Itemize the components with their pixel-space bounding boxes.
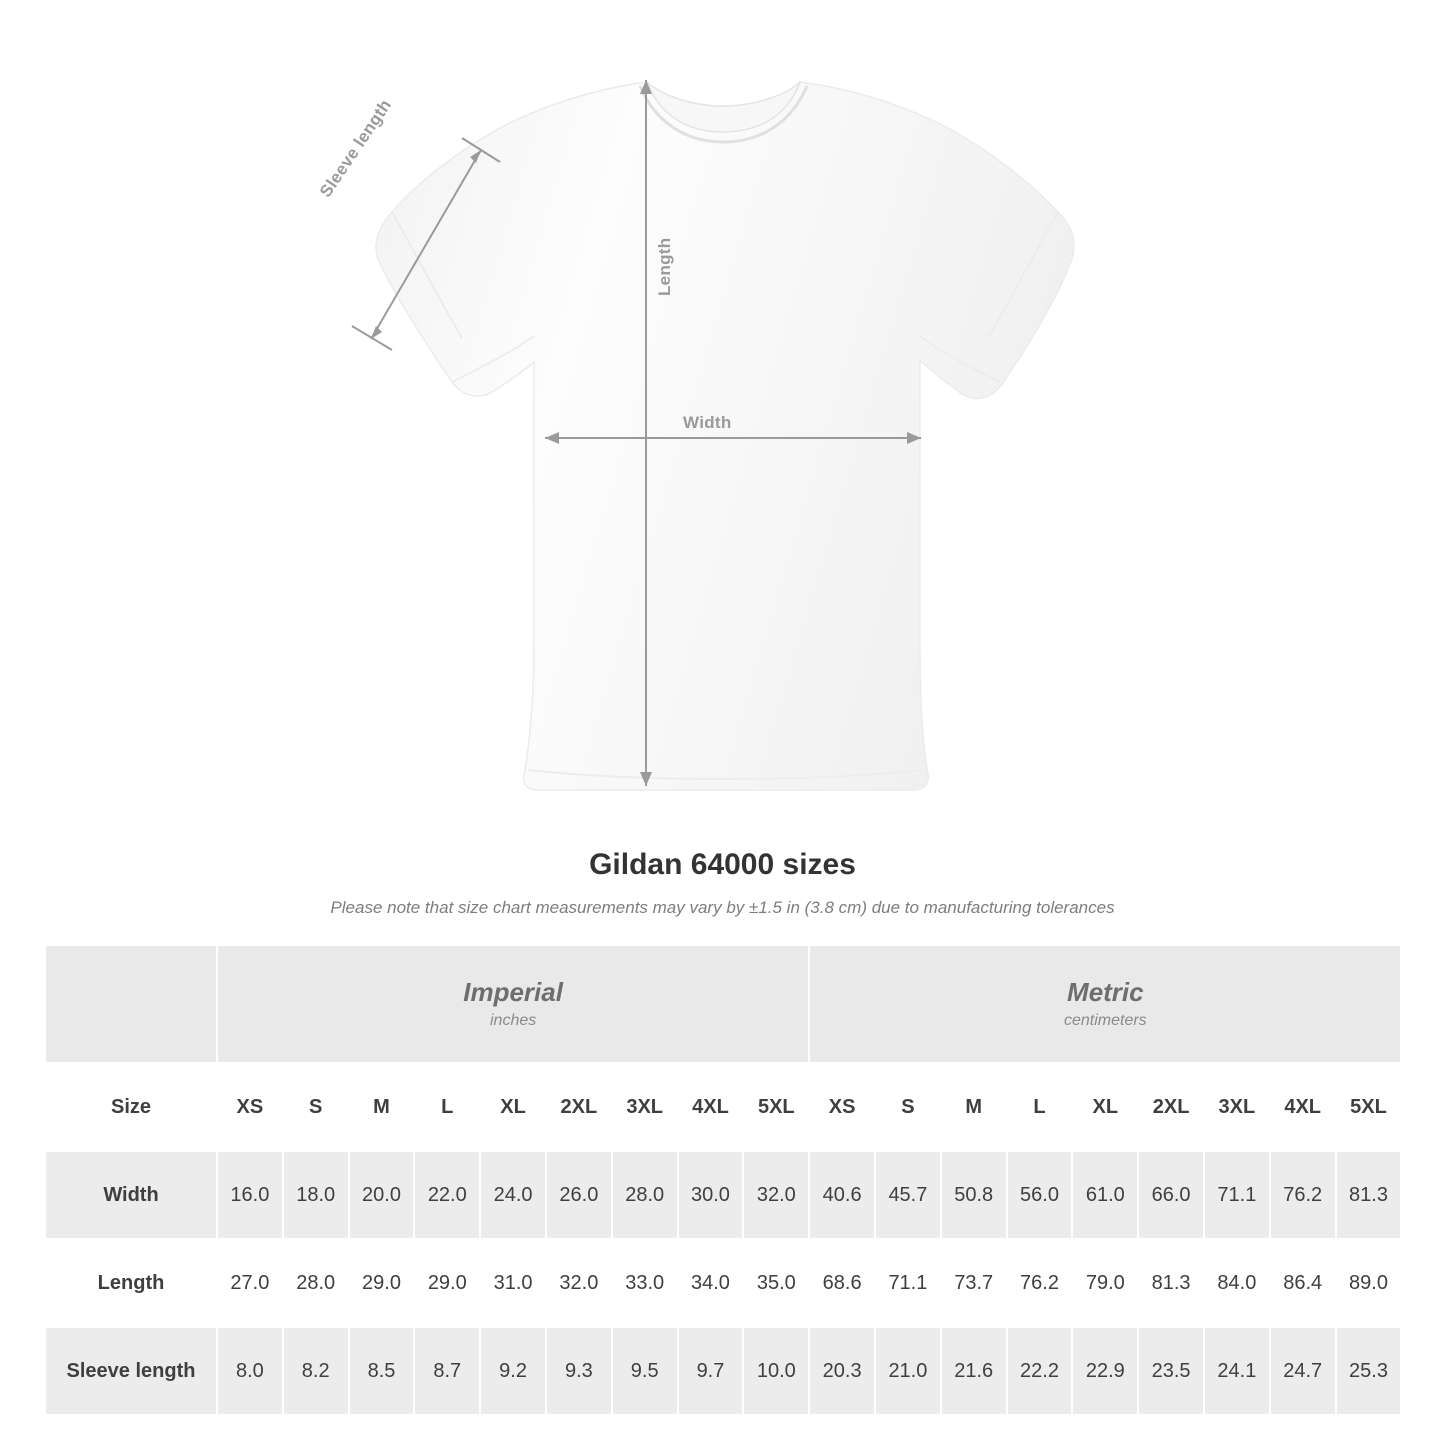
header-cell-m-imp: M (349, 1063, 415, 1151)
length-label: Length (655, 237, 674, 296)
tolerance-note: Please note that size chart measurements may vary by ±1.5 in (3.8 cm) due to manufacturing tolerances (330, 898, 1115, 917)
cell-width-3: 22.0 (414, 1151, 480, 1239)
header-cell-4xl-met: 4XL (1270, 1063, 1336, 1151)
cell-sleeve-15: 24.1 (1204, 1327, 1270, 1415)
row-label-width: Width (45, 1151, 217, 1239)
cell-width-17: 81.3 (1336, 1151, 1402, 1239)
cell-length-13: 79.0 (1072, 1239, 1138, 1327)
cell-sleeve-11: 21.6 (941, 1327, 1007, 1415)
cell-width-14: 66.0 (1138, 1151, 1204, 1239)
cell-width-4: 24.0 (480, 1151, 546, 1239)
cell-length-15: 84.0 (1204, 1239, 1270, 1327)
header-cell-5xl-met: 5XL (1336, 1063, 1402, 1151)
header-cell-xs-met: XS (809, 1063, 875, 1151)
header-cell-l-imp: L (414, 1063, 480, 1151)
cell-width-11: 50.8 (941, 1151, 1007, 1239)
cell-width-1: 18.0 (283, 1151, 349, 1239)
cell-length-2: 29.0 (349, 1239, 415, 1327)
cell-length-7: 34.0 (678, 1239, 744, 1327)
header-cell-s-met: S (875, 1063, 941, 1151)
header-cell-5xl-imp: 5XL (743, 1063, 809, 1151)
cell-width-13: 61.0 (1072, 1151, 1138, 1239)
size-table (44, 944, 1402, 1416)
cell-sleeve-13: 22.9 (1072, 1327, 1138, 1415)
cell-length-4: 31.0 (480, 1239, 546, 1327)
sleeve-length-label: Sleeve length (316, 95, 396, 201)
cell-sleeve-4: 9.2 (480, 1327, 546, 1415)
cell-sleeve-1: 8.2 (283, 1327, 349, 1415)
cell-length-5: 32.0 (546, 1239, 612, 1327)
cell-sleeve-8: 10.0 (743, 1327, 809, 1415)
cell-length-17: 89.0 (1336, 1239, 1402, 1327)
cell-length-14: 81.3 (1138, 1239, 1204, 1327)
row-label-sleeve-length: Sleeve length (45, 1327, 217, 1415)
cell-sleeve-12: 22.2 (1007, 1327, 1073, 1415)
cell-width-10: 45.7 (875, 1151, 941, 1239)
header-cell-3xl-imp: 3XL (612, 1063, 678, 1151)
cell-length-12: 76.2 (1007, 1239, 1073, 1327)
cell-length-10: 71.1 (875, 1239, 941, 1327)
header-cell-xl-met: XL (1072, 1063, 1138, 1151)
title-block (0, 848, 1445, 918)
cell-width-0: 16.0 (217, 1151, 283, 1239)
cell-sleeve-7: 9.7 (678, 1327, 744, 1415)
size-table-wrapper (44, 944, 1401, 1416)
unit-header-row (45, 945, 1401, 1063)
cell-width-2: 20.0 (349, 1151, 415, 1239)
unit-imperial-cell (217, 945, 809, 1063)
cell-width-8: 32.0 (743, 1151, 809, 1239)
cell-length-0: 27.0 (217, 1239, 283, 1327)
page-title: Gildan 64000 sizes (589, 848, 856, 881)
cell-sleeve-10: 21.0 (875, 1327, 941, 1415)
table-row (45, 1239, 1401, 1327)
header-cell-s-imp: S (283, 1063, 349, 1151)
unit-metric-cell (809, 945, 1401, 1063)
header-cell-4xl-imp: 4XL (678, 1063, 744, 1151)
table-header-row (45, 1063, 1401, 1151)
unit-imperial-name: Imperial (463, 976, 563, 1007)
header-cell-3xl-met: 3XL (1204, 1063, 1270, 1151)
cell-sleeve-6: 9.5 (612, 1327, 678, 1415)
cell-width-16: 76.2 (1270, 1151, 1336, 1239)
header-size-label: Size (45, 1063, 217, 1151)
cell-sleeve-3: 8.7 (414, 1327, 480, 1415)
unit-spacer-cell (45, 945, 217, 1063)
unit-metric-name: Metric (1067, 976, 1144, 1007)
cell-length-3: 29.0 (414, 1239, 480, 1327)
cell-sleeve-14: 23.5 (1138, 1327, 1204, 1415)
unit-imperial-sub: inches (489, 1012, 537, 1030)
cell-width-7: 30.0 (678, 1151, 744, 1239)
cell-sleeve-9: 20.3 (809, 1327, 875, 1415)
cell-sleeve-16: 24.7 (1270, 1327, 1336, 1415)
unit-metric-sub: centimeters (1063, 1012, 1147, 1030)
header-cell-2xl-imp: 2XL (546, 1063, 612, 1151)
cell-length-11: 73.7 (941, 1239, 1007, 1327)
row-label-length: Length (45, 1239, 217, 1327)
table-row (45, 1151, 1401, 1239)
cell-width-15: 71.1 (1204, 1151, 1270, 1239)
header-cell-xl-imp: XL (480, 1063, 546, 1151)
header-cell-m-met: M (941, 1063, 1007, 1151)
cell-sleeve-2: 8.5 (349, 1327, 415, 1415)
cell-length-9: 68.6 (809, 1239, 875, 1327)
cell-length-8: 35.0 (743, 1239, 809, 1327)
header-cell-2xl-met: 2XL (1138, 1063, 1204, 1151)
cell-length-1: 28.0 (283, 1239, 349, 1327)
cell-width-9: 40.6 (809, 1151, 875, 1239)
header-cell-xs-imp: XS (217, 1063, 283, 1151)
cell-sleeve-0: 8.0 (217, 1327, 283, 1415)
cell-width-5: 26.0 (546, 1151, 612, 1239)
cell-sleeve-5: 9.3 (546, 1327, 612, 1415)
cell-sleeve-17: 25.3 (1336, 1327, 1402, 1415)
cell-width-12: 56.0 (1007, 1151, 1073, 1239)
table-row (45, 1327, 1401, 1415)
cell-length-6: 33.0 (612, 1239, 678, 1327)
cell-width-6: 28.0 (612, 1151, 678, 1239)
width-label: Width (683, 413, 732, 432)
header-cell-l-met: L (1007, 1063, 1073, 1151)
cell-length-16: 86.4 (1270, 1239, 1336, 1327)
